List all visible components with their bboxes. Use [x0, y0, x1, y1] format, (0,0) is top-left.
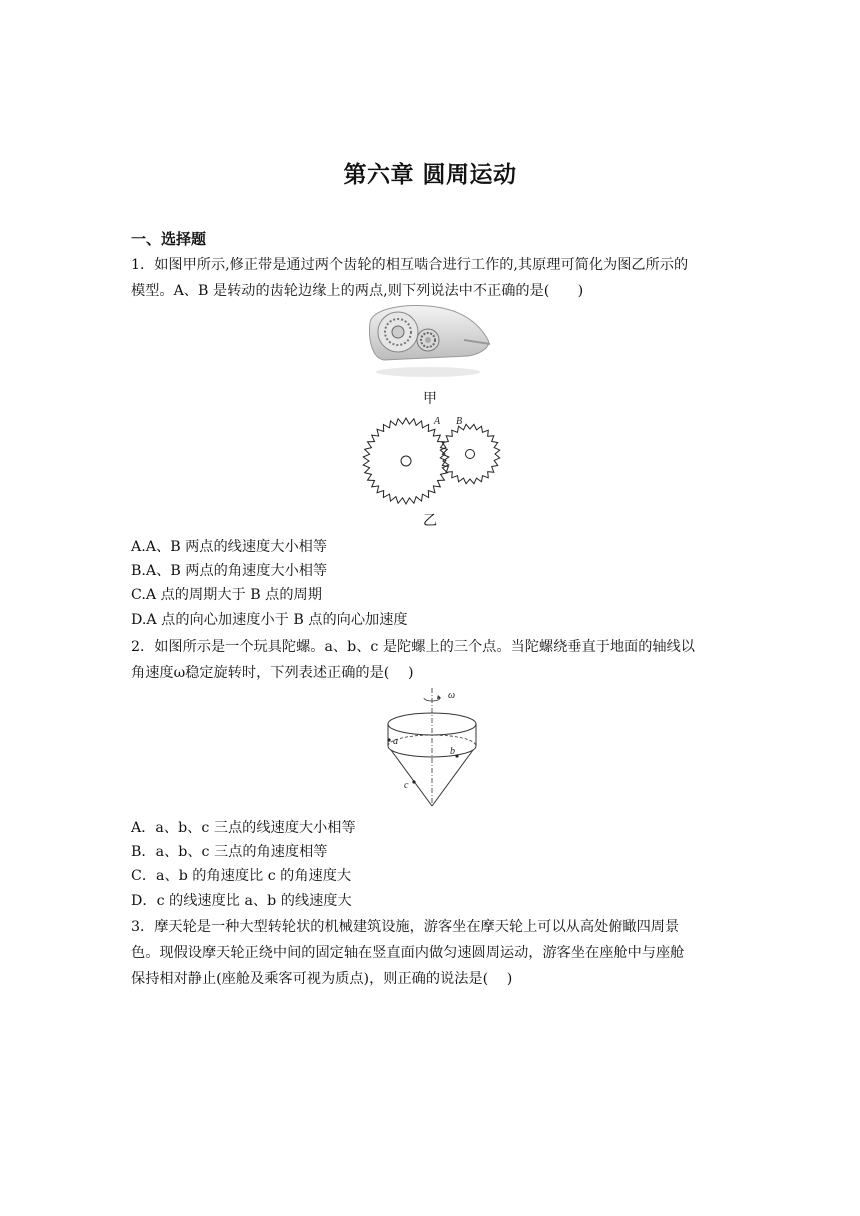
small-gear-hub — [466, 450, 475, 459]
q1-option-a: A.A、B 两点的线速度大小相等 — [131, 539, 328, 555]
q1-option-d: D.A 点的向心加速度小于 B 点的向心加速度 — [131, 612, 408, 628]
figure-correction-tape — [364, 300, 494, 384]
q2-option-d: D．c 的线速度比 a、b 的线速度大 — [131, 893, 352, 909]
q3-stem-line3: 保持相对静止(座舱及乘客可视为质点)，则正确的说法是( ) — [131, 971, 513, 987]
figure-caption-yi: 乙 — [423, 513, 437, 529]
chapter-title: 第六章 圆周运动 — [343, 162, 517, 188]
q1-option-b: B.A、B 两点的角速度大小相等 — [131, 563, 328, 579]
q1-stem-line2: 模型。A、B 是转动的齿轮边缘上的两点,则下列说法中不正确的是( ) — [131, 283, 584, 299]
q3-stem-line2: 色。现假设摩天轮正绕中间的固定轴在竖直面内做匀速圆周运动，游客坐在座舱中与座舱 — [131, 945, 685, 961]
q2-option-a: A．a、b、c 三点的线速度大小相等 — [131, 820, 356, 836]
gear-point-b-label: B — [456, 416, 463, 427]
q2-option-c: C．a、b 的角速度比 c 的角速度大 — [131, 868, 352, 884]
figure-spinning-top — [378, 684, 488, 810]
point-b-label: b — [450, 746, 455, 757]
q1-stem-line1: 1．如图甲所示,修正带是通过两个齿轮的相互啮合进行工作的,其原理可简化为图乙所示的 — [131, 257, 689, 273]
q1-option-c: C.A 点的周期大于 B 点的周期 — [131, 587, 322, 603]
point-a-label: a — [393, 736, 398, 747]
big-gear-hub — [401, 456, 411, 466]
q2-stem-line2: 角速度ω稳定旋转时，下列表述正确的是( ) — [131, 665, 414, 681]
point-c-label: c — [404, 780, 409, 791]
q3-stem-line1: 3．摩天轮是一种大型转轮状的机械建筑设施，游客坐在摩天轮上可以从高处俯瞰四周景 — [131, 919, 680, 935]
figure-gears — [358, 412, 504, 508]
q2-option-b: B．a、b、c 三点的角速度相等 — [131, 844, 328, 860]
small-gear — [440, 424, 499, 483]
gear-point-a-label: A — [434, 416, 441, 427]
q2-stem-line1: 2．如图所示是一个玩具陀螺。a、b、c 是陀螺上的三个点。当陀螺绕垂直于地面的轴线以 — [131, 639, 695, 655]
section-heading: 一、选择题 — [131, 230, 207, 248]
figure-caption-jia: 甲 — [423, 391, 437, 407]
big-gear — [363, 418, 449, 504]
omega-label: ω — [448, 690, 456, 701]
